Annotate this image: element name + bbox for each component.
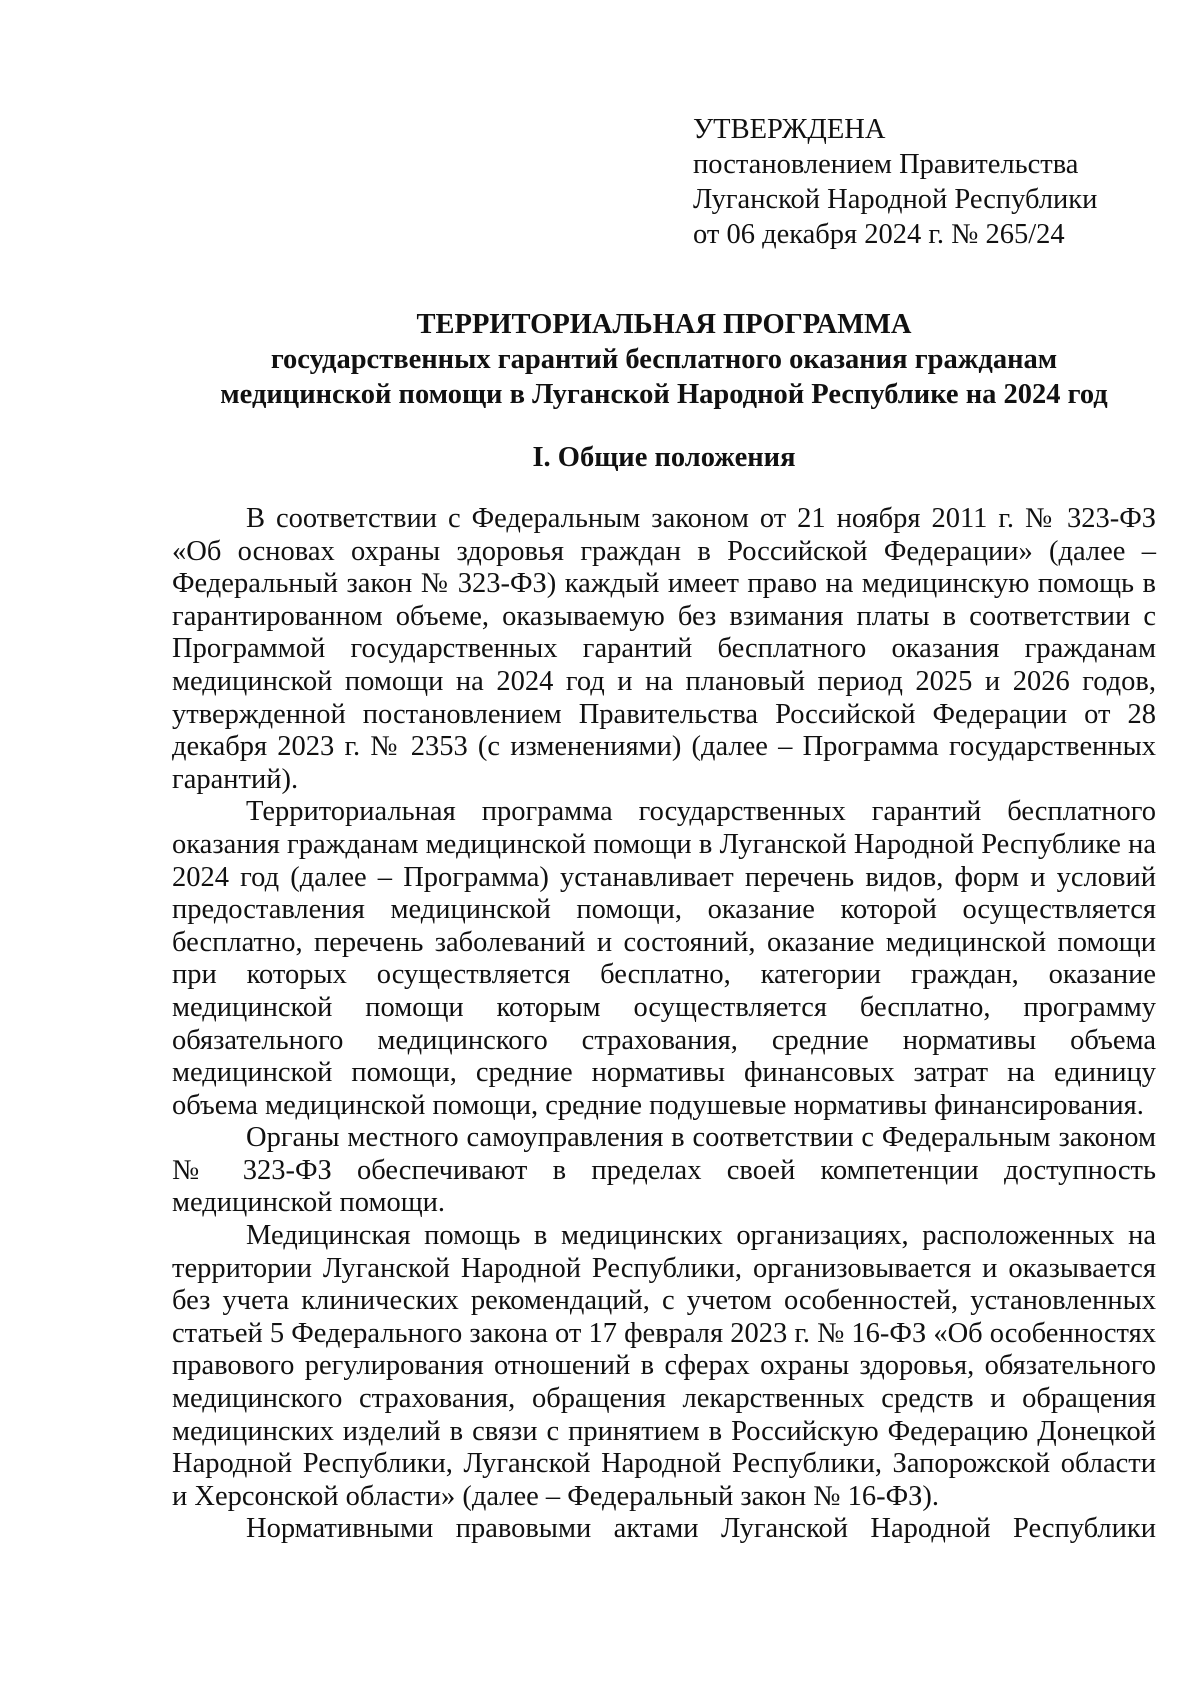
title-line-2: государственных гарантий бесплатного оказания гражданам — [270, 344, 1058, 375]
paragraph: Территориальная программа государственных гарантий бесплатного оказания гражданам медицинской помощи в Луганской Народной Республике на 2024 год (далее – Программа) устанавливает перечень видов, форм и условий предоставления медицинской помощи, оказание которой осуществляется бесплатно, перечень заболеваний и состояний, оказание медицинской помощи при которых осуществляется бесплатно, категории граждан, оказание медицинской помощи которым осуществляется бесплатно, программу обязательного медицинского страхования, средние нормативы объема медицинской помощи, средние нормативы финансовых затрат на единицу объема медицинской помощи, средние подушевые нормативы финансирования. — [172, 796, 1156, 1121]
title-line-3: медицинской помощи в Луганской Народной Республике на 2024 год — [220, 379, 1108, 410]
approval-status: УТВЕРЖДЕНА — [693, 114, 886, 145]
approval-date-number: от 06 декабря 2024 г. № 265/24 — [693, 219, 1065, 250]
approval-government: Луганской Народной Республики — [693, 184, 1098, 215]
section-heading: I. Общие положения — [532, 442, 796, 473]
paragraph: Органы местного самоуправления в соответствии с Федеральным законом № 323-ФЗ обеспечивают в пределах своей компетенции доступность медицинской помощи. — [172, 1122, 1156, 1219]
approval-authority: постановлением Правительства — [693, 149, 1079, 180]
paragraph: Медицинская помощь в медицинских организациях, расположенных на территории Луганской Народной Республики, организовывается и оказывается без учета клинических рекомендаций, с учетом особенностей, установленных статьей 5 Федерального закона от 17 февраля 2023 г. № 16-ФЗ «Об особенностях правового регулирования отношений в сферах охраны здоровья, обязательного медицинского страхования, обращения лекарственных средств и обращения медицинских изделий в связи с принятием в Российскую Федерацию Донецкой Народной Республики, Луганской Народной Республики, Запорожской области и Херсонской области» (далее – Федеральный закон № 16-ФЗ). — [172, 1220, 1156, 1512]
title-line-1: ТЕРРИТОРИАЛЬНАЯ ПРОГРАММА — [416, 309, 912, 340]
approval-stamp-block — [693, 112, 1097, 252]
paragraph: В соответствии с Федеральным законом от 21 ноября 2011 г. № 323-ФЗ «Об основах охраны здоровья граждан в Российской Федерации» (далее – Федеральный закон № 323-ФЗ) каждый имеет право на медицинскую помощь в гарантированном объеме, оказываемую без взимания платы в соответствии с Программой государственных гарантий бесплатного оказания гражданам медицинской помощи на 2024 год и на плановый период 2025 и 2026 годов, утвержденной постановлением Правительства Российской Федерации от 28 декабря 2023 г. № 2353 (с изменениями) (далее – Программа государственных гарантий). — [172, 503, 1156, 795]
body-text — [172, 503, 1156, 1546]
paragraph-continued: Нормативными правовыми актами Луганской Народной Республики — [246, 1513, 1156, 1545]
document-title — [172, 307, 1156, 412]
